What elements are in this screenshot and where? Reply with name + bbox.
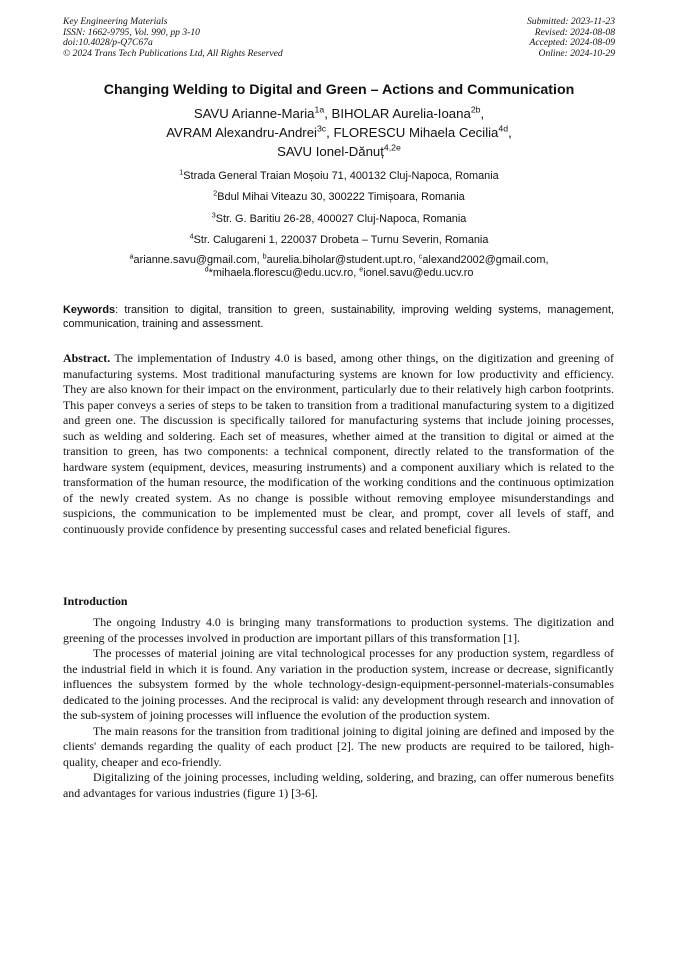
email-link[interactable]: arianne.savu@gmail.com — [133, 254, 257, 266]
email-link[interactable]: aurelia.biholar@student.upt.ro — [266, 254, 413, 266]
author-list — [40, 104, 638, 161]
affiliation: $^3$Str. G. Baritiu 26-28, 400027 Cluj-Napoca, Romania — [211, 209, 467, 225]
date-revised: Revised: 2024-08-08 — [534, 26, 615, 38]
abstract-label: Abstract. — [63, 351, 111, 365]
email-line-2: $^d$*mihaela.florescu@edu.ucv.ro, $^e$ionel.savu@edu.ucv.ro — [204, 263, 474, 279]
email-list — [40, 251, 638, 279]
email-link[interactable]: *mihaela.florescu@edu.ucv.ro — [208, 266, 354, 279]
submission-dates — [527, 17, 615, 59]
introduction-heading: Introduction — [63, 594, 128, 608]
paragraph: The ongoing Industry 4.0 is bringing many transformations to production systems. The digitization and greening of the processes involved in production are important pillars of this transformation [1]. — [63, 615, 614, 645]
author-name: SAVU Arianne-Maria — [193, 106, 315, 121]
author-name: AVRAM Alexandru-Andrei — [166, 125, 317, 140]
date-online: Online: 2024-10-29 — [538, 47, 615, 59]
journal-copyright: © 2024 Trans Tech Publications Ltd, All Rights Reserved — [63, 47, 283, 59]
author-name: BIHOLAR Aurelia-Ioana — [331, 106, 471, 121]
paragraph: The processes of material joining are vital technological processes for any production system, regardless of the industrial field in which it is found. Any variation in the production system, increase or decrease, significantly influences the subsystem formed by the whole technology-design-equipment-personnel-materials-consumables dedicated to the joining processes. And the reciprocal is valid: any development through research and innovation of the sub-system of joining processes will influence the evolution of the production system. — [63, 646, 614, 722]
affiliation: $^1$Strada General Traian Moșoiu 71, 400132 Cluj-Napoca, Romania — [179, 167, 499, 182]
author-line-1: SAVU Arianne-Maria$^{1a}$, BIHOLAR Aurelia-Ioana$^{2b}$, — [193, 104, 485, 121]
keywords-label: Keywords — [63, 304, 116, 316]
affiliation: $^4$Str. Calugareni 1, 220037 Drobeta – Turnu Severin, Romania — [189, 231, 489, 246]
journal-name: Key Engineering Materials — [63, 16, 168, 27]
email-link[interactable]: ionel.savu@edu.ucv.ro — [363, 266, 474, 279]
introduction-body — [63, 615, 614, 801]
journal-issn: ISSN: 1662-9795, Vol. 990, pp 3-10 — [63, 26, 200, 38]
keywords-text: : transition to digital, transition to green, sustainability, improving welding systems, management, communication, training and assessment. — [63, 304, 614, 330]
date-accepted: Accepted: 2024-08-09 — [529, 37, 615, 49]
affiliation: $^2$Bdul Mihai Viteazu 30, 300222 Timișoara, Romania — [213, 188, 465, 204]
paragraph: The main reasons for the transition from traditional joining to digital joining are defined and imposed by the clients' demands regarding the quality of each product [2]. The new products are required to be tailored, high-quality, cheaper and eco-friendly. — [63, 723, 614, 769]
affiliation-list — [40, 166, 638, 251]
paper-title: Changing Welding to Digital and Green – Actions and Communication — [103, 82, 575, 98]
author-line-3: SAVU Ionel-Dănuț$^{4,2e}$ — [277, 142, 401, 159]
abstract-section — [63, 351, 614, 537]
author-name: FLORESCU Mihaela Cecilia — [333, 125, 499, 140]
paragraph: Digitalizing of the joining processes, including welding, soldering, and brazing, can offer numerous benefits and advantages for various industries (figure 1) [3-6]. — [63, 770, 614, 800]
author-line-2: AVRAM Alexandru-Andrei$^{3c}$, FLORESCU Mihaela Cecilia$^{4d}$, — [166, 123, 512, 140]
author-name: SAVU Ionel-Dănuț — [277, 144, 384, 159]
journal-info — [63, 17, 283, 59]
date-submitted: Submitted: 2023-11-23 — [526, 16, 615, 27]
email-line-1: $^a$arianne.savu@gmail.com, $^b$aurelia.biholar@student.upt.ro, $^c$alexand2002@gmail.com, — [129, 251, 549, 266]
email-link[interactable]: alexand2002@gmail.com — [422, 254, 546, 266]
keywords-section — [63, 303, 614, 331]
journal-doi[interactable]: doi:10.4028/p-Q7C67a — [63, 37, 153, 49]
abstract-text: The implementation of Industry 4.0 is based, among other things, on the digitization and greening of manufacturing systems. Most traditional manufacturing systems are known for low productivity and efficiency. They are also known for their impact on the environment, particularly due to their relatively high carbon footprints. This paper conveys a series of steps to be taken to transition from a traditional manufacturing system to a digitized and green one. The discussion is specifically tailored for manufacturing systems that include joining processes, such as welding and soldering. Each set of measures, whether aimed at the transition to digital or aimed at the transition to green, has two components: a technical component, directly related to the transformation of the hardware system (equipment, devices, measuring instruments) and a component auxiliary which is related to the transformation of the human resource, the modification of the working conditions and the continuous optimization of the newly created system. As no change is possible without removing employee misunderstandings and suspicions, the communication to be implemented must be clear, and prompt, cover all levels of staff, and continuously provide confidence by presenting successful cases and related beneficial figures. — [63, 351, 614, 536]
